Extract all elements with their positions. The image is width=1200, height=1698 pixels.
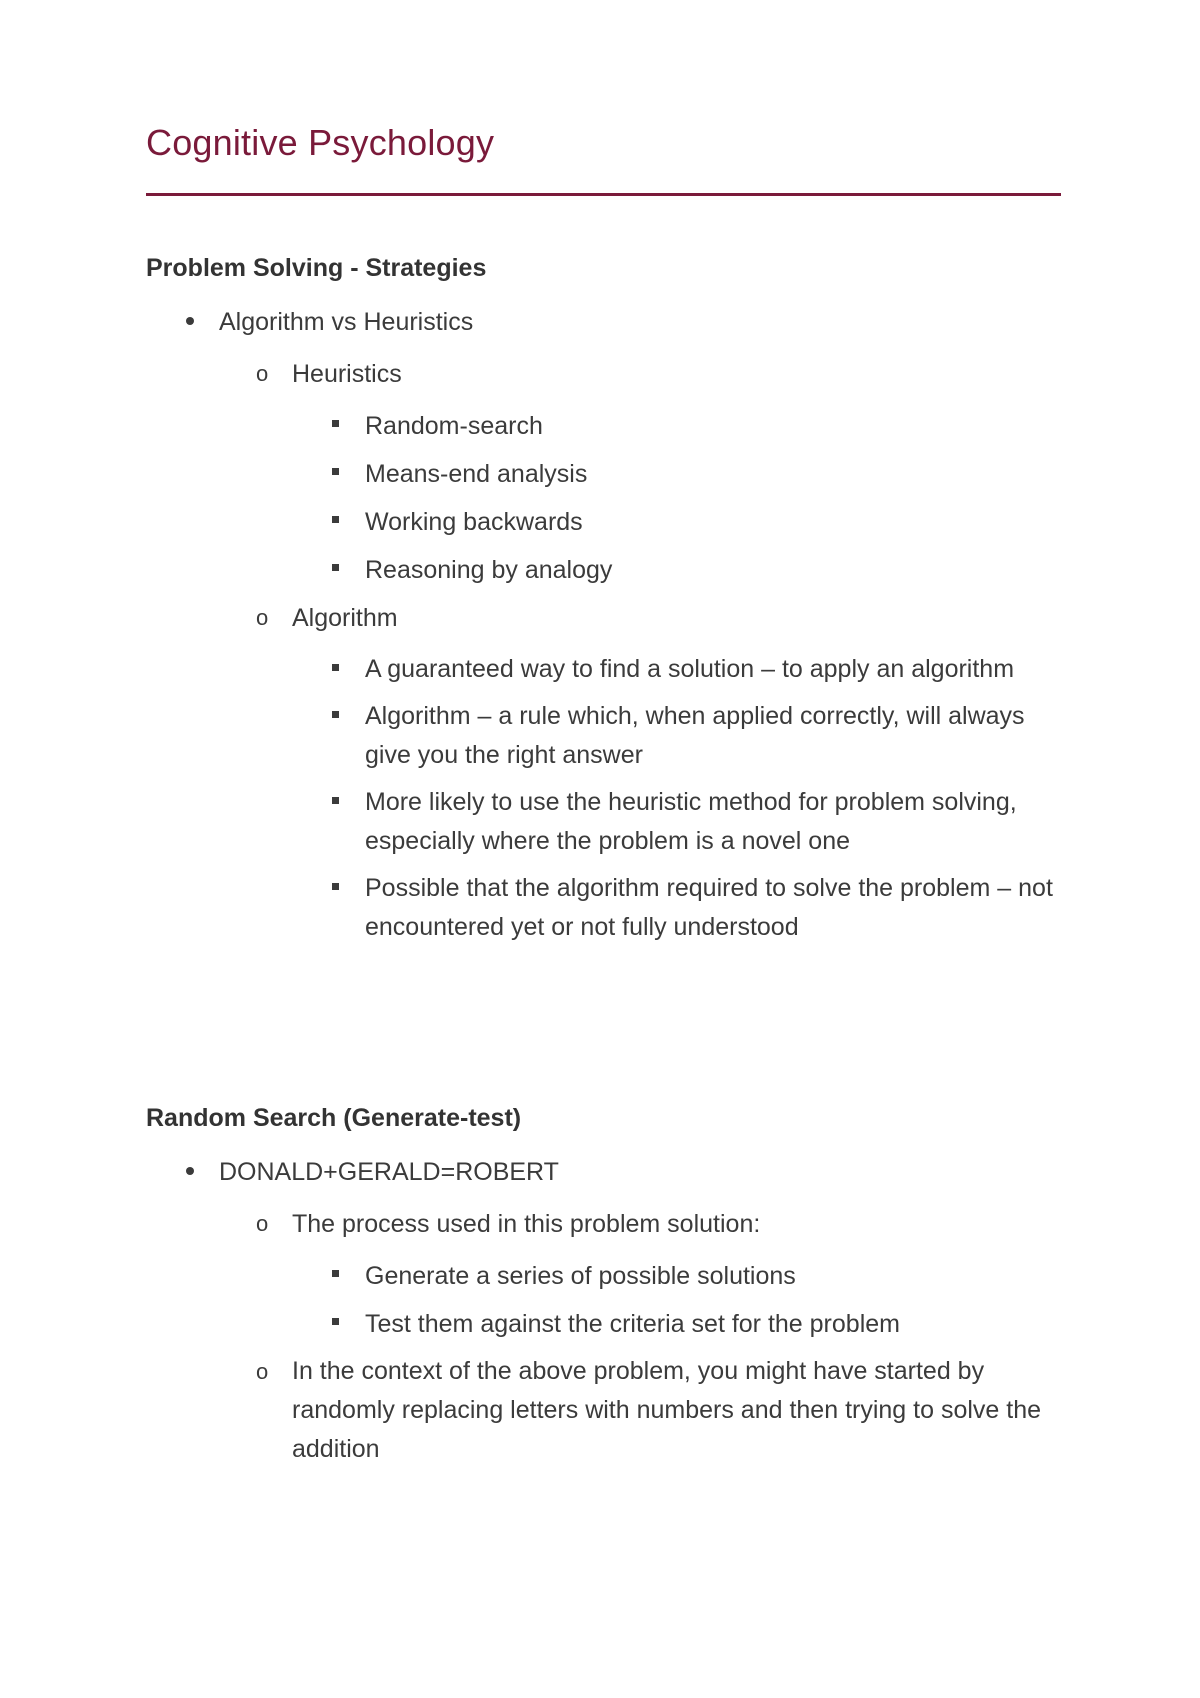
list-item-text: The process used in this problem solution: (292, 1210, 761, 1238)
list-item (146, 406, 1066, 446)
page-title: Cognitive Psychology (146, 122, 495, 163)
list-item (146, 1352, 1066, 1469)
list-item (146, 1152, 1066, 1192)
section-random-search (146, 1100, 1066, 1469)
list-item-text: In the context of the above problem, you might have started by randomly replacing letters with numbers and then trying to solve the addition (292, 1357, 1041, 1463)
list-item (146, 502, 1066, 542)
square-bullet-icon (332, 711, 339, 718)
circle-bullet-icon: o (256, 1211, 269, 1236)
list-item-text: More likely to use the heuristic method for problem solving, especially where the problem is a novel one (365, 788, 1017, 855)
list-item (146, 1304, 1066, 1344)
list-item-text: Working backwards (365, 508, 583, 536)
list-item-text: Test them against the criteria set for the problem (365, 1310, 900, 1338)
list-item (146, 598, 1066, 638)
list-item (146, 697, 1066, 775)
square-bullet-icon (332, 468, 339, 475)
list-item-text: Algorithm (292, 604, 398, 632)
square-bullet-icon (332, 420, 339, 427)
square-bullet-icon (332, 883, 339, 890)
list-item-text: Reasoning by analogy (365, 556, 613, 584)
list-item (146, 1204, 1066, 1244)
section-heading: Random Search (Generate-test) (146, 1104, 522, 1132)
circle-bullet-icon: o (256, 361, 269, 386)
list-item-text: Random-search (365, 412, 543, 440)
section-heading: Problem Solving - Strategies (146, 254, 487, 282)
square-bullet-icon (332, 564, 339, 571)
title-divider (146, 193, 1061, 196)
list-item-text: Generate a series of possible solutions (365, 1262, 796, 1290)
list-item-text: Possible that the algorithm required to solve the problem – not encountered yet or not fully understood (365, 874, 1053, 941)
list-item (146, 454, 1066, 494)
list-item (146, 869, 1066, 947)
list-item (146, 550, 1066, 590)
section-problem-solving (146, 250, 1066, 947)
list-item (146, 650, 1066, 689)
list-item (146, 783, 1066, 861)
list-item-text: Algorithm vs Heuristics (219, 308, 474, 336)
list-item (146, 1256, 1066, 1296)
bullet-icon (186, 317, 194, 325)
square-bullet-icon (332, 797, 339, 804)
square-bullet-icon (332, 664, 339, 671)
square-bullet-icon (332, 1270, 339, 1277)
bullet-icon (186, 1167, 194, 1175)
square-bullet-icon (332, 516, 339, 523)
list-item (146, 354, 1066, 394)
circle-bullet-icon: o (256, 605, 269, 630)
list-item (146, 302, 1066, 342)
square-bullet-icon (332, 1318, 339, 1325)
list-item-text: Means-end analysis (365, 460, 588, 488)
list-item-text: Heuristics (292, 360, 402, 388)
circle-bullet-icon: o (256, 1359, 269, 1384)
list-item-text: DONALD+GERALD=ROBERT (219, 1158, 559, 1186)
list-item-text: A guaranteed way to find a solution – to apply an algorithm (365, 655, 1015, 683)
list-item-text: Algorithm – a rule which, when applied correctly, will always give you the right answer (365, 702, 1025, 769)
